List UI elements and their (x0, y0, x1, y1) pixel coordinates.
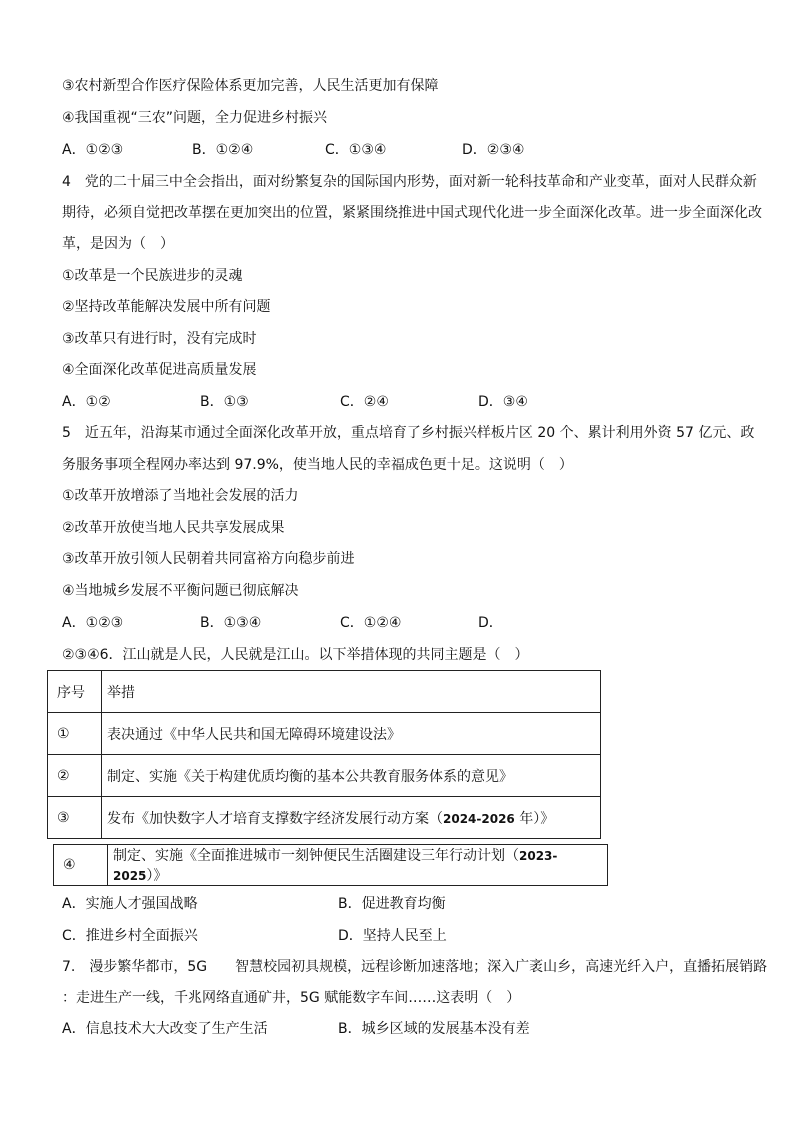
header-measure: 举措 (102, 671, 601, 713)
row-measure-years: 2023-2025 (113, 849, 558, 883)
q5-option-c: C．①②④ (340, 615, 402, 631)
q6-option-c: C．推进乡村全面振兴 (62, 928, 198, 944)
q7-option-b: B．城乡区域的发展基本没有差 (338, 1021, 530, 1037)
row-index: ① (48, 713, 102, 755)
row-measure: 表决通过《中华人民共和国无障碍环境建设法》 (102, 713, 601, 755)
q4-stem-line3: 革，是因为（ ） (62, 236, 174, 252)
q3-option-d: D．②③④ (462, 142, 525, 158)
header-index: 序号 (48, 671, 102, 713)
q5-option-d: D． (478, 615, 503, 631)
q4-item-3: ③改革只有进行时，没有完成时 (62, 331, 257, 347)
q6-option-b: B．促进教育均衡 (338, 896, 446, 912)
q6-measures-table (47, 670, 601, 839)
table-row (48, 713, 601, 755)
row-index: ④ (54, 845, 108, 886)
row-measure (102, 797, 601, 839)
row-measure (108, 845, 608, 886)
q3-option-c: C．①③④ (325, 142, 387, 158)
q5-option-a: A．①②③ (62, 615, 124, 631)
row-measure-text-end: 年）》 (514, 810, 555, 827)
q5-item-3: ③改革开放引领人民朝着共同富裕方向稳步前进 (62, 551, 355, 567)
table-row (54, 845, 608, 886)
q5-option-b: B．①③④ (200, 615, 262, 631)
q4-option-d: D．③④ (478, 394, 528, 410)
table-row (48, 755, 601, 797)
table-header-row (48, 671, 601, 713)
q4-item-4: ④全面深化改革促进高质量发展 (62, 362, 257, 378)
q4-option-c: C．②④ (340, 394, 389, 410)
q6-option-a: A．实施人才强国战略 (62, 896, 198, 912)
q6-measures-table-continued (53, 844, 608, 886)
q7-option-a: A．信息技术大大改变了生产生活 (62, 1021, 268, 1037)
row-index: ③ (48, 797, 102, 839)
q5-stem-line2: 务服务事项全程网办率达到 97.9%，使当地人民的幸福成色更十足。这说明（ ） (62, 457, 573, 473)
q5-item-4: ④当地城乡发展不平衡问题已彻底解决 (62, 583, 299, 599)
q3-option-a: A．①②③ (62, 142, 124, 158)
q3-item-4: ④我国重视“三农”问题，全力促进乡村振兴 (62, 110, 328, 126)
q4-option-b: B．①③ (200, 394, 249, 410)
q4-item-1: ①改革是一个民族进步的灵魂 (62, 268, 243, 284)
row-measure-years: 2024-2026 (443, 811, 515, 826)
q4-stem-line1: 4 党的二十届三中全会指出，面对纷繁复杂的国际国内形势，面对新一轮科技革命和产业变革，面对人民群众新 (62, 174, 757, 190)
q4-option-a: A．①② (62, 394, 111, 410)
q5-stem-line1: 5 近五年，沿海某市通过全面深化改革开放，重点培育了乡村振兴样板片区 20 个、累计利用外资 57 亿元、政 (62, 425, 755, 441)
row-measure-text: 发布《加快数字人才培育支撑数字经济发展行动方案（ (107, 810, 443, 827)
q5-item-1: ①改革开放增添了当地社会发展的活力 (62, 488, 299, 504)
row-measure-text-end: ）》 (146, 868, 168, 884)
q7-stem-line1: 7. 漫步繁华都市，5G 智慧校园初具规模，远程诊断加速落地；深入广袤山乡，高速光纤入户，直播拓展销路 (62, 959, 768, 975)
row-index: ② (48, 755, 102, 797)
q4-item-2: ②坚持改革能解决发展中所有问题 (62, 299, 271, 315)
q4-stem-line2: 期待，必须自觉把改革摆在更加突出的位置，紧紧围绕推进中国式现代化进一步全面深化改革。进一步全面深化改 (62, 205, 762, 221)
q5-item-2: ②改革开放使当地人民共享发展成果 (62, 520, 285, 536)
q3-item-3: ③农村新型合作医疗保险体系更加完善，人民生活更加有保障 (62, 78, 439, 94)
q6-option-d: D．坚持人民至上 (338, 928, 447, 944)
row-measure-text: 制定、实施《全面推进城市一刻钟便民生活圈建设三年行动计划（ (113, 848, 519, 864)
table-row (48, 797, 601, 839)
row-measure: 制定、实施《关于构建优质均衡的基本公共教育服务体系的意见》 (102, 755, 601, 797)
q3-option-b: B．①②④ (192, 142, 254, 158)
q7-stem-line2: ：走进生产一线，千兆网络直通矿井，5G 赋能数字车间……这表明（ ） (62, 990, 521, 1006)
q6-stem: ②③④6．江山就是人民，人民就是江山。以下举措体现的共同主题是（ ） (62, 647, 529, 663)
